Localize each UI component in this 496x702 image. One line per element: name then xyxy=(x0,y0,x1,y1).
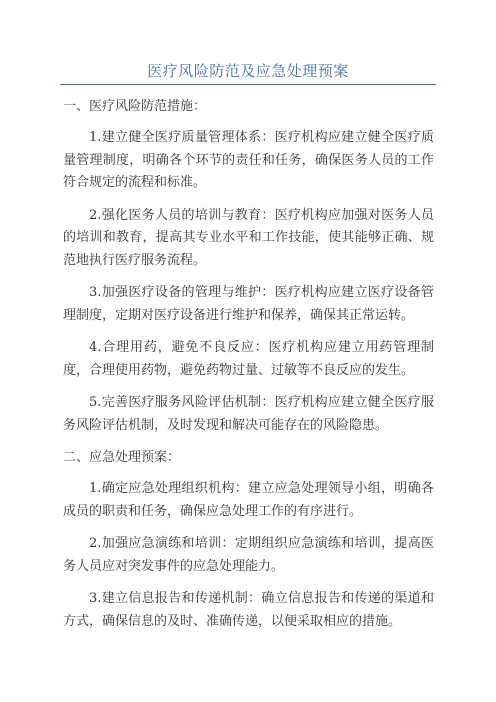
section-heading-risk-prevention: 一、医疗风险防范措施： xyxy=(63,99,207,114)
list-item: 4.合理用药，避免不良反应：医疗机构应建立用药管理制度，合理使用药物，避免药物过量、过敏等不良反应的发生。 xyxy=(63,340,434,378)
document-title: 医疗风险防范及应急处理预案 xyxy=(147,62,349,80)
list-item: 5.完善医疗服务风险评估机制：医疗机构应建立健全医疗服务风险评估机制，及时发现和解决可能存在的风险隐患。 xyxy=(63,395,434,433)
list-item: 1.建立健全医疗质量管理体系：医疗机构应建立健全医疗质量管理制度，明确各个环节的责任和任务，确保医务人员的工作符合规定的流程和标准。 xyxy=(63,130,434,190)
list-item: 2.强化医务人员的培训与教育：医疗机构应加强对医务人员的培训和教育，提高其专业水平和工作技能，使其能够正确、规范地执行医疗服务流程。 xyxy=(63,207,434,268)
document-body xyxy=(63,96,434,633)
title-underline xyxy=(60,84,436,85)
list-item: 1.确定应急处理组织机构：建立应急处理领导小组，明确各成员的职责和任务，确保应急处理工作的有序进行。 xyxy=(63,481,434,519)
list-item: 3.建立信息报告和传递机制：确立信息报告和传递的渠道和方式，确保信息的及时、准确传递，以便采取相应的措施。 xyxy=(63,591,434,629)
list-item: 2.加强应急演练和培训：定期组织应急演练和培训，提高医务人员应对突发事件的应急处理能力。 xyxy=(63,536,434,574)
list-item: 3.加强医疗设备的管理与维护：医疗机构应建立医疗设备管理制度，定期对医疗设备进行维护和保养，确保其正常运转。 xyxy=(63,285,434,323)
section-heading-emergency-plan: 二、应急处理预案： xyxy=(63,450,181,465)
